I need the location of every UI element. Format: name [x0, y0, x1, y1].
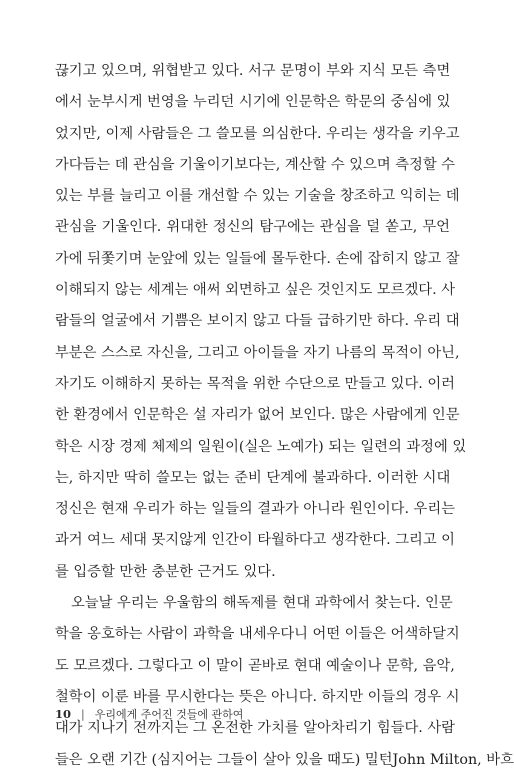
text-line: 에서 눈부시게 번영을 누리던 시기에 인문학은 학문의 중심에 있: [55, 94, 451, 111]
text-line: 학은 시장 경제 체제의 일원이(실은 노예가) 되는 일련의 과정에 있: [55, 438, 467, 455]
text-line: 한 환경에서 인문학은 설 자리가 없어 보인다. 많은 사람에게 인문: [55, 407, 460, 424]
text-line: 가에 뒤쫓기며 눈앞에 있는 일들에 몰두한다. 손에 잡히지 않고 잘: [55, 250, 460, 267]
paragraph-end-line: 를 입증할 만한 충분한 근거도 있다.: [55, 563, 276, 580]
text-line: 들은 오랜 기간 (심지어는 그들이 살아 있을 때도) 밀턴John Milton, 바흐: [55, 751, 514, 768]
page-footer: [55, 706, 243, 722]
chapter-title: 우리에게 주어진 것들에 관하여: [94, 708, 244, 721]
text-line: 대가 지나기 전까지는 그 온전한 가치를 알아차리기 힘들다. 사람: [55, 720, 455, 737]
text-line: 람들의 얼굴에서 기쁨은 보이지 않고 다들 급하기만 하다. 우리 대: [55, 313, 460, 330]
text-line: 과거 여느 세대 못지않게 인간이 타월하다고 생각한다. 그리고 이: [55, 532, 455, 549]
text-line: 있는 부를 늘리고 이를 개선할 수 있는 기술을 창조하고 익히는 데: [55, 188, 460, 205]
page-number: 10: [55, 707, 72, 721]
text-line: 부분은 스스로 자신을, 그리고 아이들을 자기 나름의 목적이 아닌,: [55, 344, 460, 361]
paragraph-start-line: 오늘날 우리는 우울함의 해독제를 현대 과학에서 찾는다. 인문: [71, 595, 453, 612]
text-line: 었지만, 이제 사람들은 그 쓸모를 의심한다. 우리는 생각을 키우고: [55, 125, 460, 142]
footer-separator: |: [81, 707, 85, 721]
text-line: 관심을 기울인다. 위대한 정신의 탐구에는 관심을 덜 쏟고, 무언: [55, 219, 450, 236]
text-line: 정신은 현재 우리가 하는 일들의 결과가 아니라 원인이다. 우리는: [55, 501, 455, 518]
text-line: 도 모르겠다. 그렇다고 이 말이 곧바로 현대 예술이나 문학, 음악,: [55, 657, 455, 674]
text-line: 끊기고 있으며, 위협받고 있다. 서구 문명이 부와 지식 모든 측면: [55, 63, 451, 79]
body-text: [55, 56, 514, 776]
text-line: 철학이 이룬 바를 무시한다는 뜻은 아니다. 하지만 이들의 경우 시: [55, 688, 460, 705]
text-line: 자기도 이해하지 못하는 목적을 위한 수단으로 만들고 있다. 이러: [55, 375, 455, 392]
text-line: 학을 옹호하는 사람이 과학을 내세우다니 어떤 이들은 어색하달지: [55, 626, 460, 643]
text-line: 가다듬는 데 관심을 기울이기보다는, 계산할 수 있으며 측정할 수: [55, 156, 455, 173]
text-line: 이해되지 않는 세계는 애써 외면하고 싶은 것인지도 모르겠다. 사: [55, 282, 455, 299]
text-line: 는, 하지만 딱히 쓸모는 없는 준비 단계에 불과하다. 이러한 시대: [55, 469, 451, 486]
